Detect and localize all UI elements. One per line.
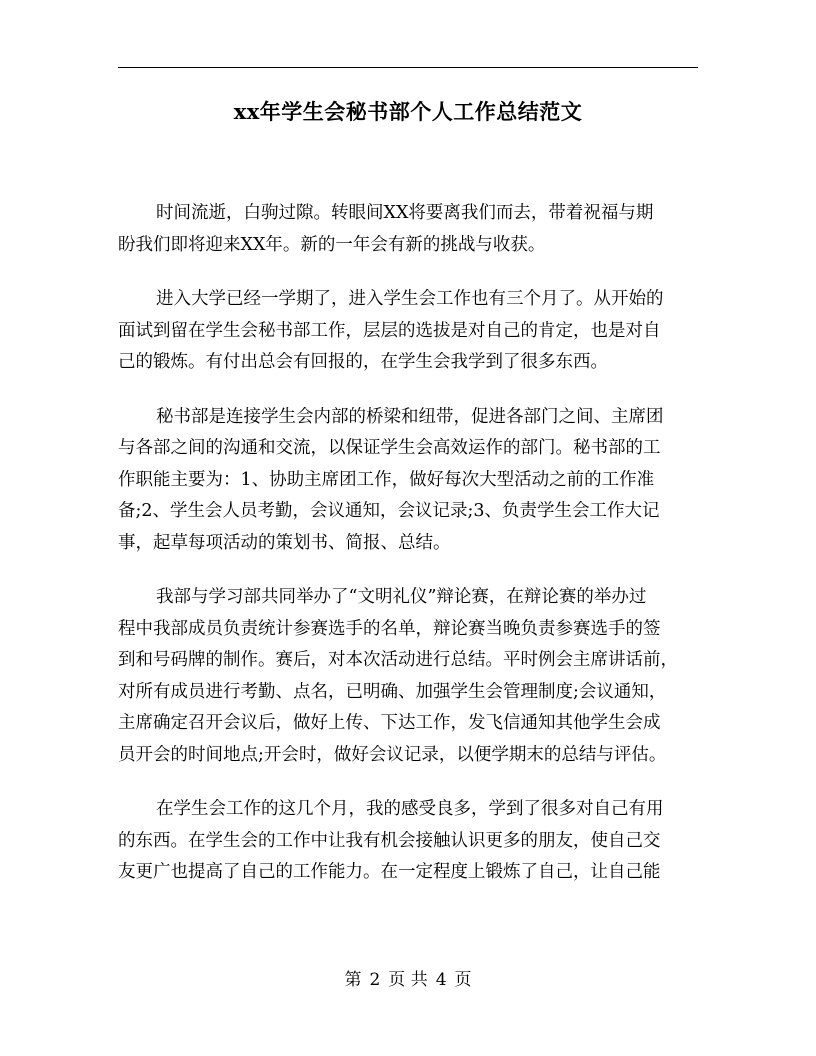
text-line: 秘书部是连接学生会内部的桥梁和纽带，促进各部门之间、主席团 [156,406,664,427]
text-line: 主席确定召开会议后，做好上传、下达工作，发飞信通知其他学生会成 [118,713,661,733]
text-line: 员开会的时间地点;开会时，做好会议记录，以便学期末的总结与评估。 [118,744,667,765]
text-line: 己的锻炼。有付出总会有回报的，在学生会我学到了很多东西。 [118,352,608,372]
text-line: 盼我们即将迎来XX年。新的一年会有新的挑战与收获。 [118,234,546,255]
text-line: 对所有成员进行考勤、点名，已明确、加强学生会管理制度;会议通知， [118,681,667,702]
text-line: 与各部之间的沟通和交流，以保证学生会高效运作的部门。秘书部的工 [118,438,661,458]
document-title: xx年学生会秘书部个人工作总结范文 [233,99,583,124]
text-line: 友更广也提高了自己的工作能力。在一定程度上锻炼了自己，让自己能 [118,862,661,882]
text-line: 面试到留在学生会秘书部工作，层层的选拔是对自己的肯定，也是对自 [118,320,661,341]
total-pages-number: 4 [435,970,447,990]
page-footer [118,966,698,994]
paragraph [118,198,698,261]
text-line: 事，起草每项活动的策划书、简报、总结。 [118,532,451,553]
paragraph [118,402,698,560]
text-line: 程中我部成员负责统计参赛选手的名单，辩论赛当晚负责参赛选手的签 [118,618,661,639]
text-line: 在学生会工作的这几个月，我的感受良多，学到了很多对自己有用 [156,799,664,819]
paragraph [118,794,698,889]
text-line: 进入大学已经一学期了，进入学生会工作也有三个月了。从开始的 [156,289,664,309]
text-line: 的东西。在学生会的工作中让我有机会接触认识更多的朋友，使自己交 [118,830,661,851]
page-label-mid: 页 共 [388,970,428,990]
header-rule [118,67,698,68]
text-line: 我部与学习部共同举办了“文明礼仪”辩论赛，在辩论赛的举办过 [156,587,647,607]
paragraph [118,582,698,771]
page-label-suffix: 页 [454,970,472,990]
document-body [118,198,698,912]
text-line: 作职能主要为：1、协助主席团工作，做好每次大型活动之前的工作准 [118,469,655,490]
text-line: 备;2、学生会人员考勤，会议通知，会议记录;3、负责学生会工作大记 [118,501,660,521]
current-page-number: 2 [369,970,381,990]
text-line: 到和号码牌的制作。赛后，对本次活动进行总结。平时例会主席讲话前， [118,650,678,670]
text-line: 时间流逝，白驹过隙。转眼间XX将要离我们而去，带着祝福与期 [156,203,654,223]
page-label-prefix: 第 [344,970,362,990]
paragraph [118,284,698,379]
